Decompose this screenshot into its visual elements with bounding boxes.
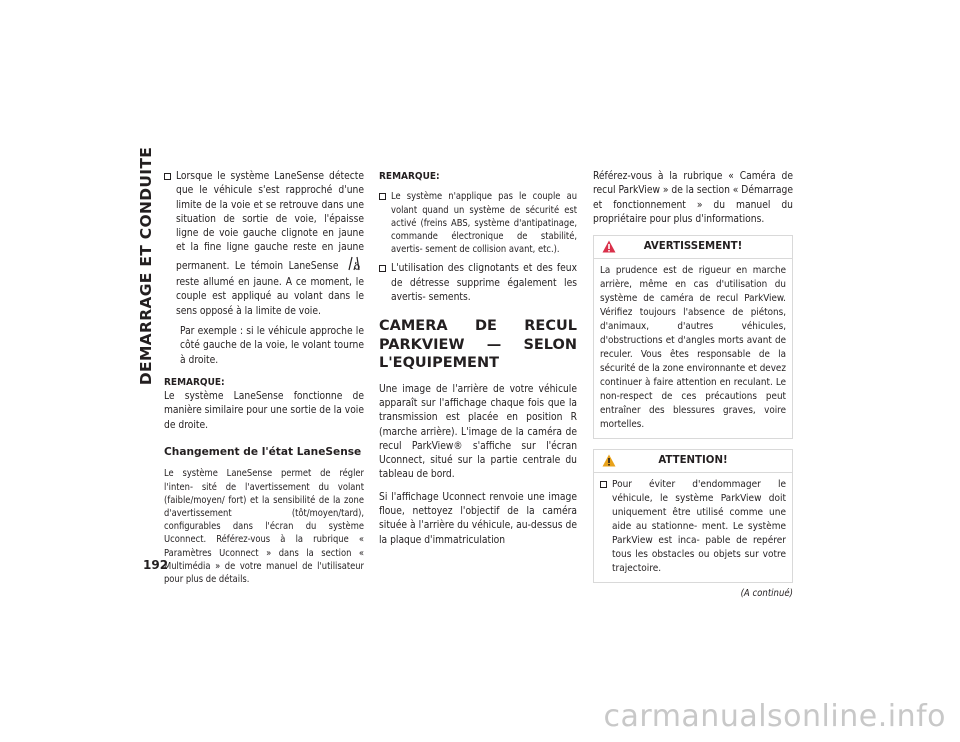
example-text: Par exemple : si le véhicule approche le côté gauche de la voie, le volant tourne à droite.: [180, 325, 364, 366]
note-label: REMARQUE:: [379, 171, 440, 182]
caution-text: Pour éviter d'endommager le véhicule, le système ParkView doit uniquement être utilisé comme une aide au stationne- ment. Le système ParkView est inca- pable de repérer tous les obstacles ou objets sur votre trajectoire.: [612, 479, 786, 575]
column-3: [593, 170, 793, 601]
list-item: [379, 262, 577, 305]
warning-header: [594, 236, 792, 259]
bullet-square-icon: [379, 265, 386, 272]
warning-text: La prudence est de rigueur en marche arrière, même en cas d'utilisation du système de caméra de recul ParkView. Vérifiez toujours l'absence de piétons, d'animaux, d'autres véhicules, d'obstructions et d'angles morts avant de reculer. Vous êtes responsable de la sécurité de la zone environnante et devez continuer à faire attention en reculant. Le non-respect de ces précautions peut entraîner des blessures graves, voire mortelles.: [600, 265, 786, 431]
section-heading: Changement de l'état LaneSense: [164, 446, 362, 459]
caution-header: [594, 450, 792, 473]
note-text: Le système LaneSense fonctionne de manière similaire pour une sortie de la voie de droite.: [164, 391, 364, 431]
continued-label: (A continué): [740, 588, 793, 600]
column-1: [164, 170, 364, 594]
caution-icon: [602, 454, 616, 476]
paragraph: Si l'affichage Uconnect renvoie une image floue, nettoyez l'objectif de la caméra située à l'arrière du véhicule, au-dessus de la plaque d'immatriculation: [379, 491, 577, 546]
section-sidebar: [136, 146, 156, 386]
list-item: [379, 190, 577, 256]
list-item: [600, 478, 786, 576]
section-heading: CAMERA DE RECUL PARKVIEW — SELON L'EQUIPEMENT: [379, 318, 577, 372]
lanesense-icon: [348, 256, 360, 276]
warning-title: AVERTISSEMENT!: [643, 241, 743, 253]
bullet-text-pre: Lorsque le système LaneSense détecte que le véhicule s'est rapproché d'une limite de la voie et se retrouve dans une situation de sortie de voie, l'épaisse ligne de voie gauche clignote en jaune et la fine ligne gauche reste en jaune permanent. Le témoin LaneSense: [176, 171, 364, 272]
bullet-text: Le système n'applique pas le couple au volant quand un système de sécurité est activé (freins ABS, système d'antipatinage, commande électronique de stabilité, avertis- sement de collision avant, etc.).: [391, 191, 577, 256]
watermark: carmanualsonline.info: [603, 699, 946, 734]
bullet-square-icon: [164, 173, 171, 180]
paragraph: Une image de l'arrière de votre véhicule apparaît sur l'affichage chaque fois que la transmission est placée en position R (marche arrière). L'image de la caméra de recul ParkView® s'affiche sur l'écran Uconnect, situé sur la partie centrale du tableau de bord.: [379, 383, 577, 481]
caution-body: [594, 473, 792, 582]
warning-box: [593, 235, 793, 439]
page-number: 192: [143, 558, 169, 572]
intro-text: Référez-vous à la rubrique « Caméra de recul ParkView » de la section « Démarrage et fonctionnement » du manuel du propriétaire pour plus d'informations.: [593, 171, 793, 225]
bullet-square-icon: [600, 481, 607, 488]
list-item: [164, 170, 364, 319]
bullet-text: L'utilisation des clignotants et des feux de détresse supprime également les avertis- sements.: [391, 263, 577, 303]
caution-box: [593, 449, 793, 583]
body-text: Le système LaneSense permet de régler l'inten- sité de l'avertissement du volant (faible/moyen/ fort) et la sensibilité de la zone d'avertissement (tôt/moyen/tard), configurables dans l'écran du système Uconnect. Référez-vous à la rubrique « Paramètres Uconnect » dans la section « Multimédia » de votre manuel de l'utilisateur pour plus de détails.: [164, 468, 364, 585]
bullet-text-post: reste allumé en jaune. A ce moment, le couple est appliqué au volant dans le sens opposé à la limite de voie.: [176, 277, 364, 317]
note-label: REMARQUE:: [164, 376, 225, 388]
caution-title: ATTENTION!: [658, 455, 728, 467]
section-title: DEMARRAGE ET CONDUITE: [137, 146, 155, 386]
bullet-square-icon: [379, 193, 386, 200]
column-2: [379, 170, 577, 556]
warning-icon: [602, 240, 616, 262]
